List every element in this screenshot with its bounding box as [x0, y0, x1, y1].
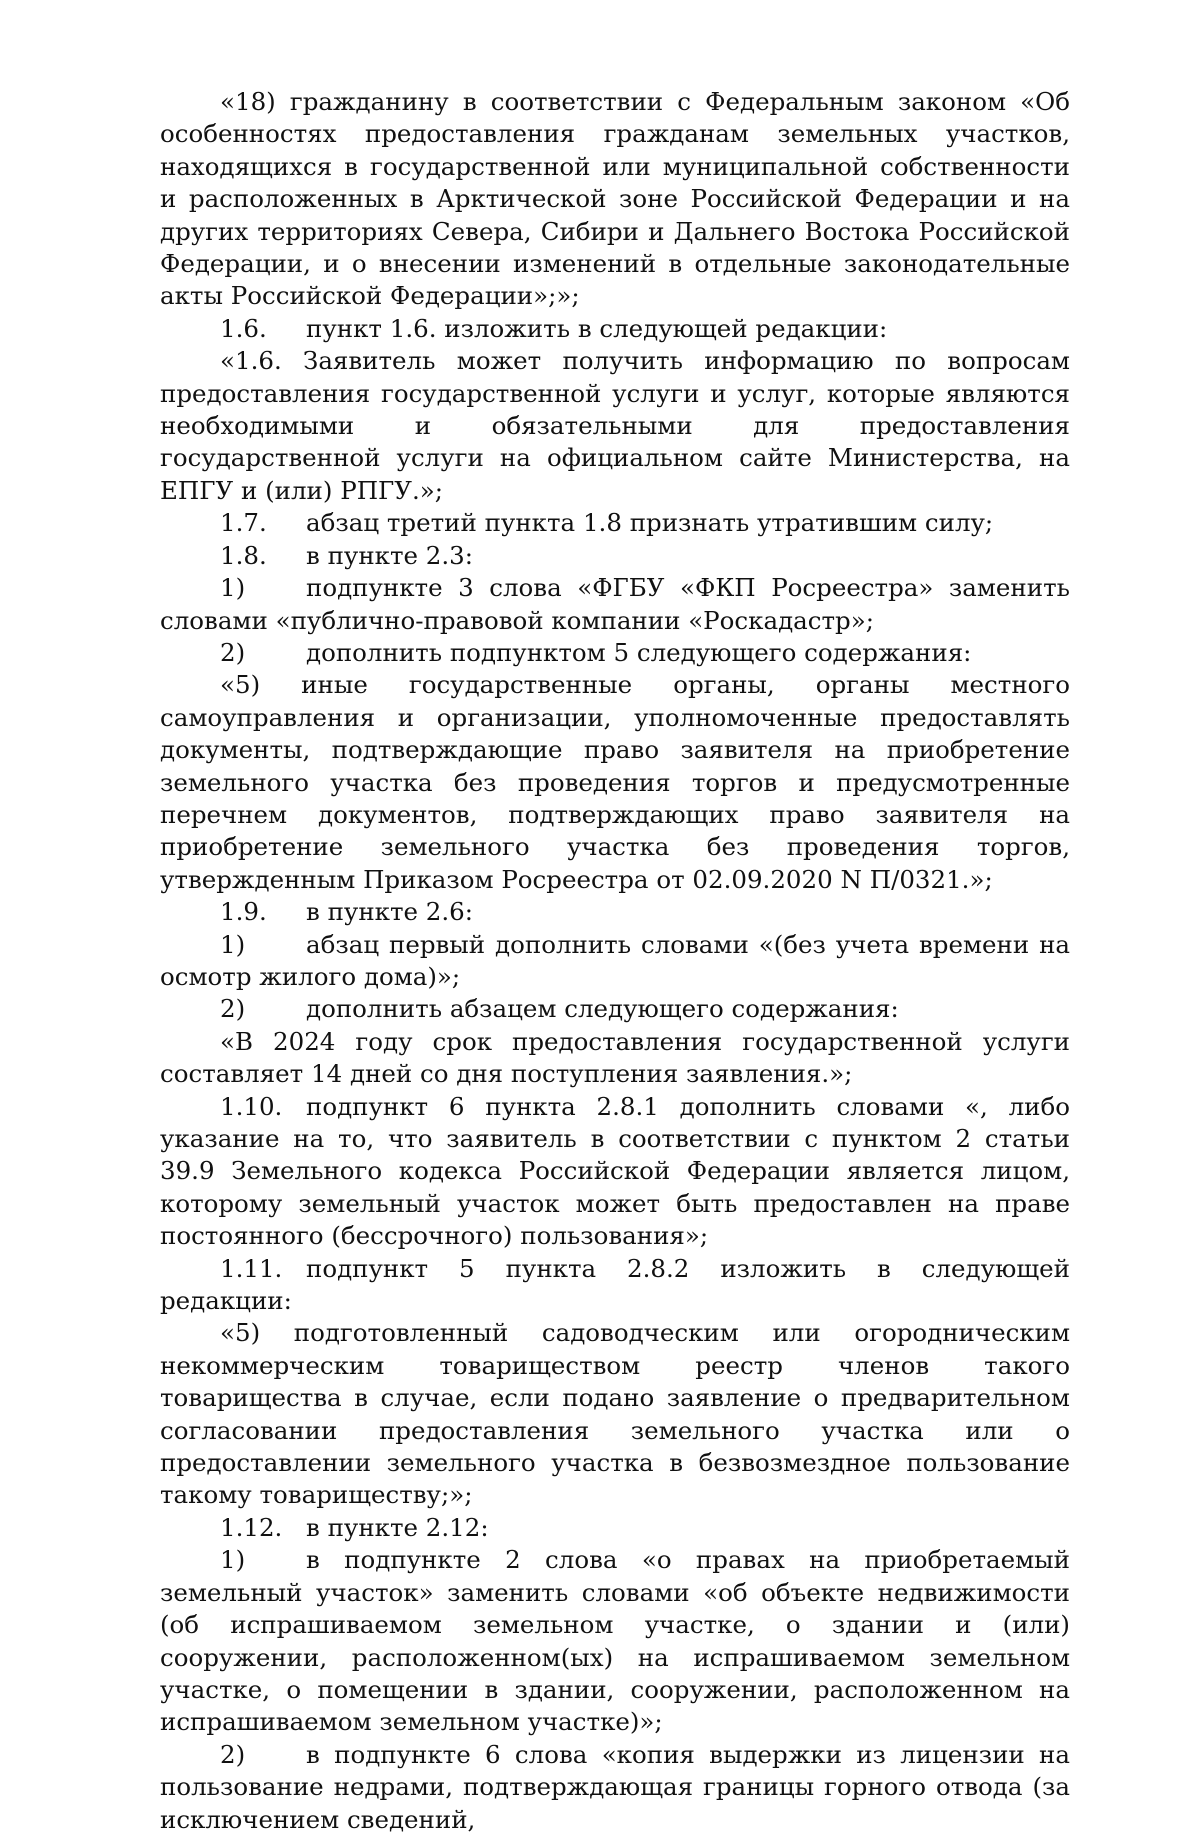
item-text: пункт 1.6. изложить в следующей редакции:	[306, 313, 888, 343]
item-text: абзац первый дополнить словами «(без учета времени на осмотр жилого дома)»;	[160, 929, 1070, 991]
item-number: 1.9.	[220, 897, 267, 927]
item-number: 1.12.	[220, 1512, 283, 1542]
item-text: дополнить абзацем следующего содержания:	[306, 994, 899, 1024]
item-text: в пункте 2.6:	[306, 897, 474, 927]
item-text: подпункт 6 пункта 2.8.1 дополнить словами «, либо указание на то, что заявитель в соответствии с пунктом 2 статьи 39.9 Земельного кодекса Российской Федерации является лицом, которому земельный участок может быть предоставлен на праве постоянного (бессрочного) пользования»;	[160, 1091, 1070, 1251]
item-1-8-sub-1	[160, 572, 1070, 637]
item-1-9	[160, 896, 1070, 928]
item-text: в подпункте 2 слова «о правах на приобретаемый земельный участок» заменить словами «об объекте недвижимости (об испрашиваемом земельном участке, о здании и (или) сооружении, расположенном(ых) на испрашиваемом земельном участке, о помещении в здании, сооружении, расположенном на испрашиваемом земельном участке)»;	[160, 1545, 1070, 1737]
item-1-9-sub-2	[160, 993, 1070, 1025]
item-text: в подпункте 6 слова «копия выдержки из лицензии на пользование недрами, подтверждающая границы горного отвода (за исключением сведений,	[160, 1739, 1070, 1834]
item-number: 2)	[220, 1739, 246, 1769]
item-1-8-sub-2	[160, 637, 1070, 669]
item-number: 1)	[220, 573, 246, 603]
item-number: 1.6.	[220, 313, 267, 343]
item-1-6	[160, 313, 1070, 345]
paragraph-sub-5-text	[160, 669, 1070, 896]
item-number: 1)	[220, 1545, 246, 1575]
item-text: абзац третий пункта 1.8 признать утратившим силу;	[306, 508, 994, 538]
paragraph-18	[160, 86, 1070, 313]
item-number: 1)	[220, 929, 246, 959]
paragraph-sub-5-registry-text	[160, 1317, 1070, 1511]
paragraph-text: «1.6. Заявитель может получить информацию по вопросам предоставления государственной услуги и услуг, которые являются необходимыми и обязательными для предоставления государственной услуги на официальном сайте Министерства, на ЕПГУ и (или) РПГУ.»;	[160, 346, 1070, 505]
item-1-12	[160, 1512, 1070, 1544]
item-text: в пункте 2.3:	[306, 540, 474, 570]
item-number: 1.10.	[220, 1091, 283, 1121]
item-1-11	[160, 1253, 1070, 1318]
item-1-10	[160, 1091, 1070, 1253]
item-text: подпункт 5 пункта 2.8.2 изложить в следующей редакции:	[160, 1253, 1070, 1316]
paragraph-text: «5) иные государственные органы, органы местного самоуправления и организации, уполномоченные предоставлять документы, подтверждающие право заявителя на приобретение земельного участка без проведения торгов и предусмотренные перечнем документов, подтверждающих право заявителя на приобретение земельного участка без проведения торгов, утвержденным Приказом Росреестра от 02.09.2020 N П/0321.»;	[160, 670, 1070, 894]
item-1-9-sub-1	[160, 929, 1070, 994]
item-text: подпункте 3 слова «ФГБУ «ФКП Росреестра» заменить словами «публично-правовой компании «Роскадастр»;	[160, 573, 1070, 635]
item-1-7	[160, 507, 1070, 539]
item-text: в пункте 2.12:	[306, 1512, 489, 1542]
item-1-8	[160, 540, 1070, 572]
paragraph-2024-text	[160, 1026, 1070, 1091]
item-number: 1.11.	[220, 1253, 283, 1283]
paragraph-1-6-text	[160, 345, 1070, 507]
item-number: 2)	[220, 637, 246, 667]
paragraph-text: «В 2024 году срок предоставления государственной услуги составляет 14 дней со дня поступления заявления.»;	[160, 1026, 1070, 1089]
item-text: дополнить подпунктом 5 следующего содержания:	[306, 637, 972, 667]
paragraph-text: «18) гражданину в соответствии с Федеральным законом «Об особенностях предоставления гражданам земельных участков, находящихся в государственной или муниципальной собственности и расположенных в Арктической зоне Российской Федерации и на других территориях Севера, Сибири и Дальнего Востока Российской Федерации, и о внесении изменений в отдельные законодательные акты Российской Федерации»;»;	[160, 87, 1070, 311]
paragraph-text: «5) подготовленный садоводческим или огородническим некоммерческим товариществом реестр членов такого товарищества в случае, если подано заявление о предварительном согласовании предоставления земельного участка или о предоставлении земельного участка в безвозмездное пользование такому товариществу;»;	[160, 1318, 1070, 1510]
item-1-12-sub-1	[160, 1544, 1070, 1738]
item-number: 1.8.	[220, 540, 267, 570]
item-number: 2)	[220, 994, 246, 1024]
item-number: 1.7.	[220, 508, 267, 538]
item-1-12-sub-2	[160, 1739, 1070, 1836]
